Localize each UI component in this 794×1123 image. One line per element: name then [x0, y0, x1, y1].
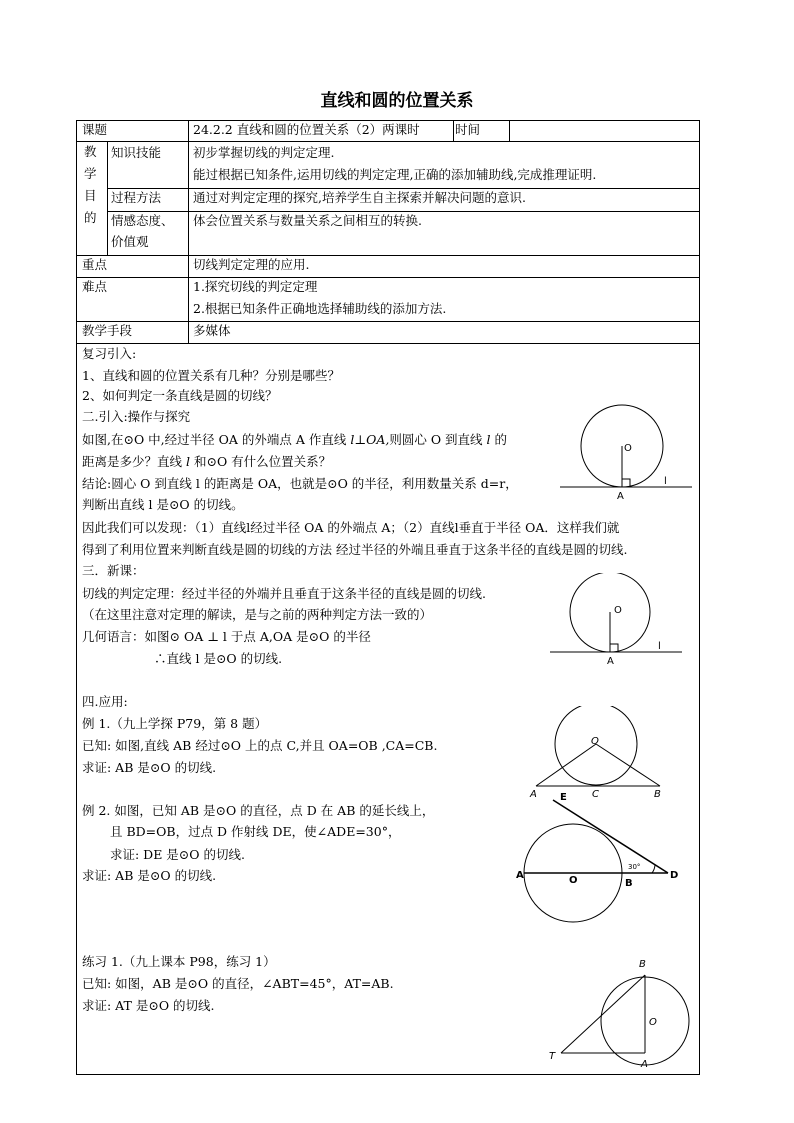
fig3-label-A: A	[530, 789, 537, 800]
example-1-prove: 求证: AB 是⊙O 的切线.	[82, 760, 217, 775]
fig5-label-B: B	[639, 959, 646, 970]
conclusion-line-2: 判断出直线 l 是⊙O 的切线。	[82, 497, 244, 512]
example-1-title: 例 1.（九上学探 P79，第 8 题）	[82, 716, 268, 731]
geometry-conclusion: ∴直线 l 是⊙O 的切线.	[154, 651, 283, 666]
theorem-text: 切线的判定定理：经过半径的外端并且垂直于这条半径的直线是圆的切线.	[82, 586, 486, 601]
fig4-label-D: D	[670, 870, 679, 881]
figure-exercise-1	[543, 953, 693, 1073]
figure-tangent-2	[550, 573, 690, 670]
fig4-label-A: A	[516, 870, 524, 881]
discovery-line-2: 得到了利用位置来判断直线是圆的切线的方法 经过半径的外端且垂直于这条半径的直线是圆的切线.	[82, 542, 628, 557]
means-text: 多媒体	[193, 323, 231, 338]
fig2-label-l: l	[658, 641, 661, 652]
fig3-label-B: B	[654, 789, 661, 800]
theorem-note: （在这里注意对定理的解读，是与之前的两种判定方法一致的）	[82, 607, 433, 622]
figure-tangent-1	[560, 400, 700, 505]
fig4-label-O: O	[569, 875, 578, 886]
knowledge-line-2: 能过根据已知条件,运用切线的判定定理,正确的添加辅助线,完成推理证明.	[193, 167, 597, 182]
emotion-label-1: 情感态度、	[111, 213, 174, 228]
fig1-label-O: O	[624, 443, 632, 454]
section-3-heading: 三．新课：	[82, 563, 145, 578]
fig4-label-E: E	[560, 792, 567, 803]
explore-line-1a: 如图,在⊙O 中,经过半径 OA 的外端点 A 作直线	[82, 432, 347, 447]
fig3-label-C: C	[592, 789, 599, 800]
page-title: 直线和圆的位置关系	[320, 91, 474, 111]
time-label: 时间	[455, 122, 481, 137]
example-2-prove-2: 求证: AB 是⊙O 的切线.	[82, 868, 217, 883]
review-heading: 复习引入:	[82, 346, 137, 361]
fig3-label-O: O	[591, 736, 599, 747]
process-label: 过程方法	[111, 190, 162, 205]
objectives-group-char-4: 的	[84, 210, 97, 225]
fig1-label-l: l	[664, 476, 667, 487]
difficulty-line-1: 1.探究切线的判定定理	[193, 279, 318, 294]
example-1-given: 已知: 如图,直线 AB 经过⊙O 上的点 C,并且 OA=OB ,CA=CB.	[82, 738, 438, 753]
emotion-text: 体会位置关系与数量关系之间相互的转换.	[193, 213, 422, 228]
review-question-2: 2、如何判定一条直线是圆的切线？	[82, 388, 278, 403]
fig5-label-T: T	[549, 1051, 556, 1062]
exercise-1-prove: 求证: AT 是⊙O 的切线.	[82, 998, 215, 1013]
explore-line-2c: 和⊙O 有什么位置关系？	[193, 454, 332, 469]
fig4-label-B: B	[625, 878, 633, 889]
discovery-line-1: 因此我们可以发现：（1）直线l经过半径 OA 的外端点 A；（2）直线l垂直于半径 OA．这样我们就	[82, 520, 620, 535]
emotion-label-2: 价值观	[111, 234, 149, 249]
fig5-label-O: O	[649, 1017, 657, 1028]
review-question-1: 1、直线和圆的位置关系有几种？分别是哪些？	[82, 368, 340, 383]
objectives-group-char-2: 学	[84, 166, 97, 181]
example-2-title: 例 2. 如图，已知 AB 是⊙O 的直径，点 D 在 AB 的延长线上，	[82, 803, 435, 818]
geometry-language: 几何语言：如图⊙ OA ⊥ l 于点 A,OA 是⊙O 的半径	[82, 629, 371, 644]
explore-line-1b: l⊥OA,	[350, 432, 390, 447]
figure-example-1	[526, 706, 666, 800]
figure-example-2	[512, 790, 687, 925]
conclusion-line-1: 结论:圆心 O 到直线 l 的距离是 OA，也就是⊙O 的半径，利用数量关系 d=r，	[82, 476, 518, 491]
section-4-heading: 四.应用:	[82, 694, 128, 709]
knowledge-line-1: 初步掌握切线的判定定理.	[193, 145, 335, 160]
exercise-1-given: 已知: 如图，AB 是⊙O 的直径，∠ABT=45°，AT=AB.	[82, 976, 394, 991]
difficulty-label: 难点	[82, 279, 108, 294]
explore-line-1d: l	[486, 432, 491, 447]
explore-line-2a: 距离是多少？直线	[82, 454, 183, 469]
example-2-prove: 求证: DE 是⊙O 的切线.	[110, 847, 245, 862]
exercise-1-title: 练习 1.（九上课本 P98，练习 1）	[82, 954, 276, 969]
means-label: 教学手段	[82, 323, 133, 338]
fig4-angle-label: 30°	[628, 863, 641, 871]
knowledge-label: 知识技能	[111, 145, 162, 160]
section-2-heading: 二.引入:操作与探究	[82, 409, 191, 424]
difficulty-line-2: 2.根据已知条件正确地选择辅助线的添加方法.	[193, 301, 447, 316]
topic-label: 课题	[82, 122, 108, 137]
topic-value: 24.2.2 直线和圆的位置关系（2）两课时	[193, 122, 420, 137]
explore-line-2	[82, 452, 331, 472]
key-point-label: 重点	[82, 257, 108, 272]
explore-line-1c: 则圆心 O 到直线	[389, 432, 483, 447]
explore-line-1	[82, 430, 507, 450]
fig2-label-A: A	[607, 656, 614, 667]
fig2-label-O: O	[614, 605, 622, 616]
example-2-condition: 且 BD=OB，过点 D 作射线 DE，使∠ADE=30°，	[110, 824, 401, 839]
explore-line-2b: l	[186, 454, 190, 469]
objectives-group-char-1: 教	[84, 144, 97, 159]
fig5-label-A: A	[641, 1059, 648, 1070]
fig1-label-A: A	[617, 491, 624, 502]
objectives-group-char-3: 目	[84, 188, 97, 203]
key-point-text: 切线判定定理的应用.	[193, 257, 310, 272]
explore-line-1e: 的	[494, 432, 508, 447]
process-text: 通过对判定定理的探究,培养学生自主探索并解决问题的意识.	[193, 190, 526, 205]
